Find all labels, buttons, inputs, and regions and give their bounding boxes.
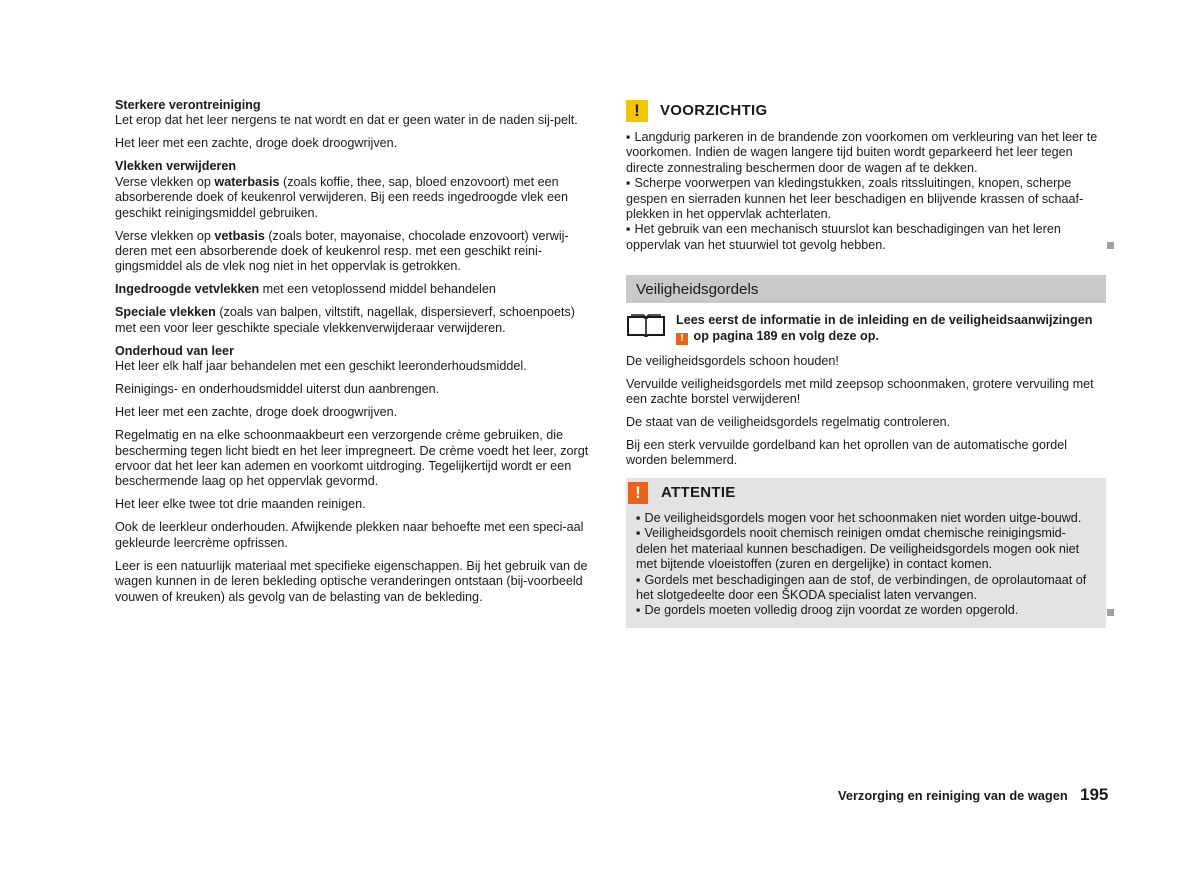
paragraph [115,159,593,221]
paragraph: Bij een sterk vervuilde gordelband kan het oprollen van de automatische gordel worden belemmerd. [626,438,1068,468]
caution-item: ▪ Langdurig parkeren in de brandende zon voorkomen om verkleuring van het leer te voorkomen. Indien de wagen langere tijd buiten wordt geparkeerd het leer tegen directe zonnestraling beschermen door de wagen af te dekken. [626,130,1106,176]
read-first-note [626,313,1106,344]
text-run: met een vetoplossend middel behandelen [259,282,496,297]
paragraph: Het leer elke twee tot drie maanden reinigen. [115,497,366,512]
open-book-icon [626,313,666,339]
page-number: 195 [1080,785,1109,804]
paragraph: Het leer met een zachte, droge doek droogwrijven. [115,136,398,151]
paragraph [115,305,593,336]
paragraph: De veiligheidsgordels schoon houden! [626,353,839,368]
end-mark-icon [1107,242,1114,249]
section-heading-bar [626,275,1106,303]
caution-header [626,98,1106,124]
paragraph: Ook de leerkleur onderhouden. Afwijkende plekken naar behoefte met een speci-aal gekleurde leercrème opfrissen. [115,520,584,550]
end-mark-icon [1107,609,1114,616]
bold-term: waterbasis [214,174,280,189]
paragraph-text: Het leer elk half jaar behandelen met een geschikt leeronderhoudsmiddel. [115,359,527,374]
intro-text: Lees eerst de informatie in de inleiding en de veiligheidsaanwijzingen [676,313,1093,328]
text-run: (zoals koffie, thee, sap, bloed enzovoort) met een absorberende doek of keukenrol verwijderen. Bij een reeds ingedroogde vlek een geschikt reinigingsmiddel gebruiken. [115,174,568,220]
paragraph-text: Let erop dat het leer nergens te nat wordt en dat er geen water in de naden sij-pelt. [115,113,578,128]
text-run: (zoals van balpen, viltstift, nagellak, dispersieverf, schoenpoets) met een voor leer geschikte speciale vlekkenverwijderaar verwijderen. [115,305,575,335]
caution-item: ▪ Het gebruik van een mechanisch stuurslot kan beschadigingen van het leren oppervlak van het stuurwiel tot gevolg hebben. [626,222,1106,253]
paragraph [115,98,593,129]
warning-icon: ! [628,482,648,504]
bold-term: Ingedroogde vetvlekken [115,282,260,297]
caution-title: VOORZICHTIG [660,102,768,120]
bold-term: Speciale vlekken [115,305,216,320]
subheading: Onderhoud van leer [115,343,234,358]
caution-icon: ! [626,100,648,122]
paragraph [115,282,593,297]
paragraph: Regelmatig en na elke schoonmaakbeurt een verzorgende crème gebruiken, die bescherming tegen licht biedt en het leer impregneert. De crème voedt het leer, zorgt ervoor dat het leer kan ademen en voorkomt uitdroging. Tegelijkertijd wordt er een beschermende laag op het oppervlak gevormd. [115,428,589,489]
attention-item: ▪ De veiligheidsgordels mogen voor het schoonmaken niet worden uitge-bouwd. [636,511,1096,526]
caution-item: ▪ Scherpe voorwerpen van kledingstukken, zoals ritssluitingen, knopen, scherpe gespen en sierraden kunnen het leer beschadigen en blijvende krassen of schaaf-plekken in het oppervlak achterlaten. [626,176,1106,222]
attention-title: ATTENTIE [661,484,736,502]
attention-item: ▪ Gordels met beschadigingen aan de stof, de verbindingen, de oprolautomaat of het slotgedeelte door een ŠKODA specialist laten vervangen. [636,573,1096,604]
text-run: Verse vlekken op [115,228,215,243]
paragraph [115,229,593,275]
caution-body [626,130,1106,253]
attention-header [628,480,1096,506]
caution-box [626,98,1106,253]
warning-icon: ! [676,333,688,345]
attention-box [626,478,1106,628]
paragraph: Het leer met een zachte, droge doek droogwrijven. [115,405,398,420]
chapter-title: Verzorging en reiniging van de wagen [838,788,1068,803]
text-run: Verse vlekken op [115,174,215,189]
intro-page-ref[interactable]: op pagina 189 en volg deze op. [690,328,879,343]
section-title: Veiligheidsgordels [636,280,759,298]
right-column [626,98,1106,628]
read-first-text [676,313,1092,344]
bold-term: vetbasis [214,228,265,243]
paragraph: Leer is een natuurlijk materiaal met specifieke eigenschappen. Bij het gebruik van de wagen kunnen in de leren bekleding optische veranderingen ontstaan (bij-voorbeeld vouwen of kreuken) als gevolg van de belasting van de bekleding. [115,558,588,604]
paragraph: Vervuilde veiligheidsgordels met mild zeepsop schoonmaken, grotere vervuiling met een zachte borstel verwijderen! [626,376,1094,407]
left-column [115,98,593,613]
paragraph: Reinigings- en onderhoudsmiddel uiterst dun aanbrengen. [115,382,440,397]
subheading: Vlekken verwijderen [115,159,237,174]
attention-item: ▪ De gordels moeten volledig droog zijn voordat ze worden opgerold. [636,603,1096,618]
paragraph: De staat van de veiligheidsgordels regelmatig controleren. [626,415,951,430]
subheading: Sterkere verontreiniging [115,98,261,112]
text-run: (zoals boter, mayonaise, chocolade enzovoort) verwij-deren met een absorberende doek of keukenrol resp. met een geschikt reini-gingsmiddel als de vlek nog niet in het oppervlak is getrokken. [115,228,569,274]
attention-item: ▪ Veiligheidsgordels nooit chemisch reinigen omdat chemische reinigingsmid-delen het materiaal kunnen beschadigen. De veiligheidsgordels mogen ook niet met bijtende vloeistoffen (zuren en dergelijke) in contact komen. [636,526,1096,572]
paragraph [115,344,593,375]
